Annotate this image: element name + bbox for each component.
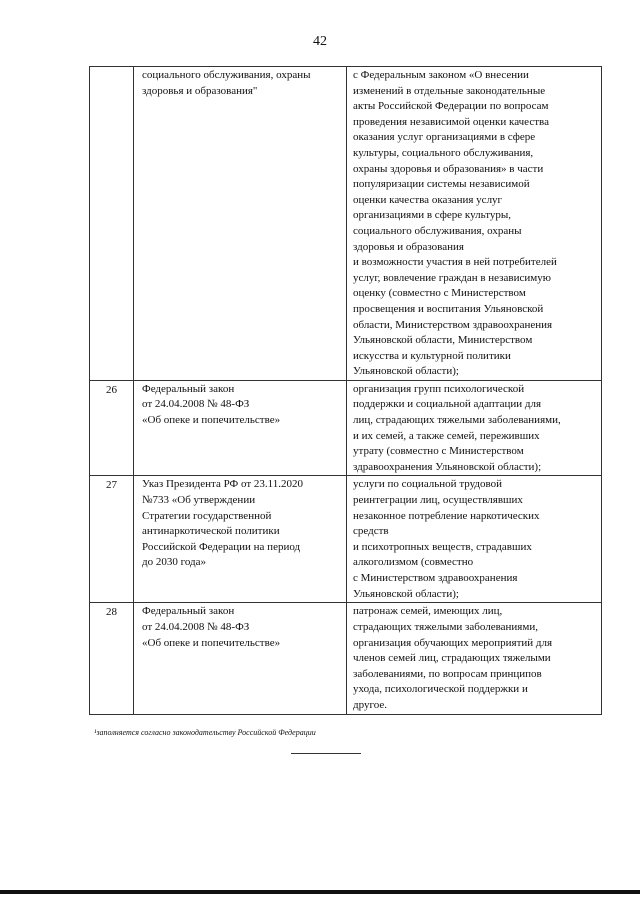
measure-line: оказания услуг организациями в сфере [353, 131, 536, 144]
row-number-cell [90, 603, 134, 714]
page-number: 42 [313, 34, 327, 49]
measure-line: организация обучающих мероприятий для [353, 636, 553, 649]
measure-line: патронаж семей, имеющих лиц, [353, 605, 503, 618]
document-line: Федеральный закон [142, 605, 235, 618]
measure-line: изменений в отдельные законодательные [353, 84, 546, 97]
document-line: «Об опеке и попечительстве» [142, 414, 281, 427]
measure-line: незаконное потребление наркотических [353, 509, 540, 522]
measures-cell [347, 603, 602, 714]
measures-cell [347, 476, 602, 603]
measure-line: просвещения и воспитания Ульяновской [353, 302, 544, 315]
row-number-cell [90, 476, 134, 603]
measure-line: заболеваниями, по вопросам принципов [353, 667, 542, 680]
row-number: 26 [106, 383, 117, 396]
measure-line: средств [353, 525, 389, 538]
document-cell [134, 603, 347, 714]
measure-line: страдающих тяжелыми заболеваниями, [353, 621, 538, 634]
document-line: от 24.04.2008 № 48-ФЗ [142, 398, 250, 411]
measure-line: Ульяновской области); [353, 365, 459, 378]
measure-line: оценки качества оказания услуг [353, 193, 503, 206]
row-number [90, 67, 133, 69]
row-number: 28 [106, 606, 117, 619]
document-line: антинаркотической политики [142, 525, 280, 538]
document-line: Российской Федерации на период [142, 540, 301, 553]
document-line: до 2030 года» [142, 556, 206, 569]
measure-line: акты Российской Федерации по вопросам [353, 100, 549, 113]
document-line: от 24.04.2008 № 48-ФЗ [142, 621, 250, 634]
measure-line: популяризации системы независимой [353, 178, 530, 191]
row-number-cell [90, 67, 134, 381]
measure-line: и возможности участия в ней потребителей [353, 256, 557, 269]
measure-line: и их семей, а также семей, переживших [353, 429, 540, 442]
measure-line: Ульяновской области, Министерством [353, 334, 533, 347]
measure-line: и психотропных веществ, страдавших [353, 540, 532, 553]
document-line: Стратегии государственной [142, 509, 272, 522]
document-line: №733 «Об утверждении [142, 494, 256, 507]
measure-line: организациями в сфере культуры, [353, 209, 512, 222]
measure-line: проведения независимой оценки качества [353, 115, 549, 128]
measure-line: услуг, вовлечение граждан в независимую [353, 271, 551, 284]
measure-line: с Министерством здравоохранения [353, 572, 518, 584]
measure-line: Ульяновской области); [353, 587, 459, 600]
document-line: Указ Президента РФ от 23.11.2020 [142, 478, 303, 491]
footnote-divider [291, 753, 361, 754]
table-row [90, 67, 602, 381]
document-cell [134, 476, 347, 603]
measure-line: алкоголизмом (совместно [353, 556, 474, 569]
measure-line: здоровья и образования [353, 240, 464, 253]
table-row [90, 380, 602, 476]
row-number: 27 [106, 479, 117, 492]
document-line: здоровья и образования" [142, 84, 258, 97]
measure-line: утрату (совместно с Министерством [353, 445, 524, 458]
row-number-cell [90, 380, 134, 476]
measures-table [89, 66, 602, 715]
document-line: Федеральный закон [142, 382, 235, 395]
measure-line: услуги по социальной трудовой [353, 478, 503, 491]
scan-edge [0, 890, 640, 894]
footnote: ¹заполняется согласно законодательству Российской Федерации [94, 728, 316, 737]
measure-line: охраны здоровья и образования» в части [353, 162, 544, 175]
measure-line: лиц, страдающих тяжелыми заболеваниями, [353, 414, 561, 427]
measure-line: ухода, психологической поддержки и [353, 683, 528, 696]
measure-line: здравоохранения Ульяновской области); [353, 460, 542, 473]
measure-line: социального обслуживания, охраны [353, 224, 522, 237]
document-line: социального обслуживания, охраны [142, 69, 311, 81]
document-line: «Об опеке и попечительстве» [142, 636, 281, 649]
measure-line: реинтеграции лиц, осуществлявших [353, 494, 523, 507]
measure-line: искусства и культурной политики [353, 349, 511, 362]
table-row [90, 476, 602, 603]
table-row [90, 603, 602, 714]
measures-cell [347, 67, 602, 381]
measure-line: культуры, социального обслуживания, [353, 146, 534, 159]
measure-line: организация групп психологической [353, 382, 525, 395]
measure-line: другое. [353, 699, 387, 711]
measure-line: с Федеральным законом «О внесении [353, 69, 529, 81]
measure-line: поддержки и социальной адаптации для [353, 398, 542, 411]
measure-line: оценку (совместно с Министерством [353, 287, 526, 300]
measure-line: членов семей лиц, страдающих тяжелыми [353, 652, 551, 665]
document-cell [134, 380, 347, 476]
measure-line: области, Министерством здравоохранения [353, 318, 553, 331]
measures-cell [347, 380, 602, 476]
document-cell [134, 67, 347, 381]
